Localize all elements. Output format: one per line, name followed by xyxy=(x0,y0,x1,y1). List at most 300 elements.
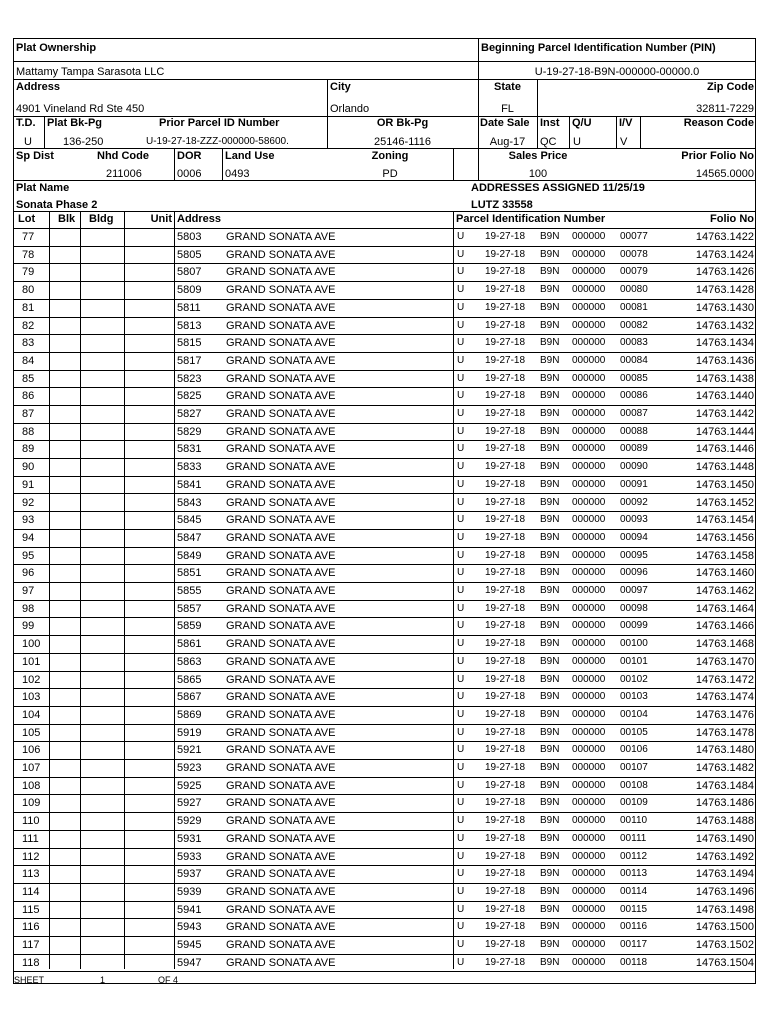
pin-lot: 00115 xyxy=(620,903,648,915)
zip-label: Zip Code xyxy=(706,81,754,93)
street-name: GRAND SONATA AVE xyxy=(226,354,336,367)
pin-lot: 00078 xyxy=(620,248,648,260)
row-divider xyxy=(13,334,756,335)
owner-zip: 32811-7229 xyxy=(696,103,754,115)
prior-folio-value: 14565.0000 xyxy=(695,168,754,180)
address-number: 5857 xyxy=(177,602,202,615)
pin-block: 000000 xyxy=(572,797,606,809)
prior-folio-label: Prior Folio No xyxy=(681,150,754,162)
folio-number: 14763.1430 xyxy=(695,301,754,314)
row-divider xyxy=(13,423,756,424)
pin-section: 19-27-18 xyxy=(485,301,526,313)
pin-lot: 00108 xyxy=(620,779,648,791)
rule-line xyxy=(478,80,479,180)
pin-td: U xyxy=(457,319,465,331)
address-number: 5859 xyxy=(177,620,202,633)
pin-td: U xyxy=(457,638,465,650)
pin-section: 19-27-18 xyxy=(485,762,526,773)
address-number: 5855 xyxy=(177,585,202,597)
lot-cell: 110 xyxy=(22,815,40,828)
lot-cell: 108 xyxy=(22,779,41,792)
address-number: 5931 xyxy=(177,832,202,845)
pin-section: 19-27-18 xyxy=(485,850,526,862)
sheet-number: 1 xyxy=(100,975,106,985)
pin-td: U xyxy=(457,885,465,897)
pin-lot: 00102 xyxy=(620,673,648,685)
lot-cell: 100 xyxy=(22,638,41,651)
pin-lot: 00096 xyxy=(620,567,648,579)
addresses-assigned: ADDRESSES ASSIGNED 11/25/19 xyxy=(471,182,645,194)
pin-lot: 00093 xyxy=(620,514,648,526)
folio-number: 14763.1496 xyxy=(695,885,754,898)
street-name: GRAND SONATA AVE xyxy=(226,779,336,792)
lot-cell: 93 xyxy=(22,514,35,527)
pin-subdivision: B9N xyxy=(540,567,560,579)
lot-cell: 106 xyxy=(22,744,41,757)
plat-ownership-label: Plat Ownership xyxy=(16,42,97,54)
pin-block: 000000 xyxy=(572,461,606,473)
pin-lot: 00097 xyxy=(620,585,648,596)
lot-cell: 109 xyxy=(22,797,41,810)
owner-name: Mattamy Tampa Sarasota LLC xyxy=(16,66,165,78)
rule-line xyxy=(537,80,538,148)
lot-cell: 96 xyxy=(22,567,35,580)
address-number: 5829 xyxy=(177,425,202,438)
row-divider xyxy=(13,635,756,636)
lot-cell: 113 xyxy=(22,868,40,881)
pin-td: U xyxy=(457,585,465,596)
pin-block: 000000 xyxy=(572,885,606,897)
street-name: GRAND SONATA AVE xyxy=(226,425,336,438)
street-name: GRAND SONATA AVE xyxy=(226,868,336,881)
pin-subdivision: B9N xyxy=(540,531,560,543)
folio-number: 14763.1466 xyxy=(695,620,754,633)
pin-td: U xyxy=(457,673,465,685)
pin-block: 000000 xyxy=(572,779,606,791)
pin-lot: 00111 xyxy=(620,832,647,844)
pin-block: 000000 xyxy=(572,620,606,632)
street-name: GRAND SONATA AVE xyxy=(226,903,336,916)
pin-section: 19-27-18 xyxy=(485,638,526,650)
pin-td: U xyxy=(457,620,465,632)
pin-subdivision: B9N xyxy=(540,231,560,242)
pin-subdivision: B9N xyxy=(540,390,560,402)
address-number: 5939 xyxy=(177,885,202,898)
pin-section: 19-27-18 xyxy=(485,514,526,526)
or-bkpg-label: OR Bk-Pg xyxy=(376,117,429,129)
rule-line xyxy=(453,211,454,969)
pin-block: 000000 xyxy=(572,726,606,738)
rule-line xyxy=(13,148,756,149)
pin-td: U xyxy=(457,531,465,543)
pin-block: 000000 xyxy=(572,585,606,596)
or-bkpg-value: 25146-1116 xyxy=(373,136,432,148)
street-name: GRAND SONATA AVE xyxy=(226,744,336,757)
pin-subdivision: B9N xyxy=(540,956,560,968)
pin-td: U xyxy=(457,337,465,349)
folio-number: 14763.1424 xyxy=(695,248,754,261)
pin-td: U xyxy=(457,248,465,260)
street-name: GRAND SONATA AVE xyxy=(226,248,336,261)
street-name: GRAND SONATA AVE xyxy=(226,673,336,686)
address-number: 5933 xyxy=(177,850,202,863)
folio-number: 14763.1458 xyxy=(695,549,754,562)
pin-subdivision: B9N xyxy=(540,620,560,632)
row-divider xyxy=(13,777,756,778)
pin-section: 19-27-18 xyxy=(485,319,526,331)
street-name: GRAND SONATA AVE xyxy=(226,726,336,739)
pin-subdivision: B9N xyxy=(540,319,560,331)
row-divider xyxy=(13,954,756,955)
pin-lot: 00100 xyxy=(620,638,648,650)
rule-line xyxy=(616,116,617,148)
pin-block: 000000 xyxy=(572,939,606,950)
folio-number: 14763.1492 xyxy=(695,850,754,863)
street-name: GRAND SONATA AVE xyxy=(226,602,336,615)
address-number: 5841 xyxy=(177,478,202,491)
sp-dist-label: Sp Dist xyxy=(16,150,54,162)
pin-section: 19-27-18 xyxy=(485,337,526,349)
folio-number: 14763.1502 xyxy=(695,939,754,951)
col-blk: Blk xyxy=(58,213,76,225)
lot-cell: 94 xyxy=(22,531,35,544)
row-divider xyxy=(13,936,756,937)
col-bldg: Bldg xyxy=(89,213,114,225)
folio-number: 14763.1428 xyxy=(695,284,754,297)
row-divider xyxy=(13,317,756,318)
pin-td: U xyxy=(457,691,465,703)
rule-line xyxy=(13,180,756,181)
owner-city: Orlando xyxy=(330,103,370,115)
pin-block: 000000 xyxy=(572,638,606,650)
folio-number: 14763.1480 xyxy=(695,744,754,757)
inst-label: Inst xyxy=(540,117,560,129)
pin-section: 19-27-18 xyxy=(485,390,526,402)
col-parcel-id: Parcel Identification Number xyxy=(456,213,606,225)
city-label: City xyxy=(330,81,351,93)
pin-td: U xyxy=(457,514,465,526)
row-divider xyxy=(13,600,756,601)
reason-code-label: Reason Code xyxy=(683,117,754,129)
pin-td: U xyxy=(457,939,465,950)
address-number: 5869 xyxy=(177,708,202,721)
rule-line xyxy=(49,211,50,969)
lot-cell: 98 xyxy=(22,602,35,615)
address-number: 5861 xyxy=(177,638,202,651)
pin-td: U xyxy=(457,779,465,791)
pin-block: 000000 xyxy=(572,850,606,862)
pin-section: 19-27-18 xyxy=(485,620,526,632)
pin-block: 000000 xyxy=(572,319,606,331)
lot-cell: 117 xyxy=(22,939,40,951)
row-divider xyxy=(13,582,756,583)
pin-lot: 00105 xyxy=(620,726,648,738)
pin-td: U xyxy=(457,443,465,455)
address-number: 5845 xyxy=(177,514,202,527)
pin-subdivision: B9N xyxy=(540,885,560,897)
pin-block: 000000 xyxy=(572,354,606,366)
pin-td: U xyxy=(457,708,465,720)
lot-cell: 99 xyxy=(22,620,35,633)
pin-section: 19-27-18 xyxy=(485,567,526,579)
street-name: GRAND SONATA AVE xyxy=(226,443,336,456)
address-number: 5941 xyxy=(177,903,202,916)
street-name: GRAND SONATA AVE xyxy=(226,284,336,297)
street-name: GRAND SONATA AVE xyxy=(226,850,336,863)
address-number: 5943 xyxy=(177,921,202,934)
street-name: GRAND SONATA AVE xyxy=(226,655,336,668)
pin-lot: 00077 xyxy=(620,231,648,242)
row-divider xyxy=(13,671,756,672)
folio-number: 14763.1444 xyxy=(695,425,754,438)
row-divider xyxy=(13,458,756,459)
folio-number: 14763.1434 xyxy=(695,337,754,350)
folio-number: 14763.1484 xyxy=(695,779,754,792)
pin-block: 000000 xyxy=(572,478,606,490)
pin-subdivision: B9N xyxy=(540,832,560,844)
pin-subdivision: B9N xyxy=(540,549,560,561)
pin-lot: 00084 xyxy=(620,354,648,366)
pin-lot: 00087 xyxy=(620,408,648,419)
pin-td: U xyxy=(457,602,465,614)
pin-td: U xyxy=(457,425,465,437)
pin-subdivision: B9N xyxy=(540,585,560,596)
pin-subdivision: B9N xyxy=(540,478,560,490)
pin-section: 19-27-18 xyxy=(485,372,526,384)
street-name: GRAND SONATA AVE xyxy=(226,708,336,721)
lot-cell: 78 xyxy=(22,248,35,261)
pin-lot: 00101 xyxy=(620,655,648,667)
lot-cell: 85 xyxy=(22,372,35,385)
pin-subdivision: B9N xyxy=(540,248,560,260)
address-number: 5823 xyxy=(177,372,202,385)
plat-bkpg-value: 136-250 xyxy=(63,136,104,148)
td-value: U xyxy=(24,136,32,148)
nhd-code-value: 211006 xyxy=(106,168,142,180)
pin-td: U xyxy=(457,372,465,384)
pin-td: U xyxy=(457,266,465,278)
pin-section: 19-27-18 xyxy=(485,461,526,473)
pin-td: U xyxy=(457,461,465,473)
street-name: GRAND SONATA AVE xyxy=(226,461,336,474)
pin-section: 19-27-18 xyxy=(485,531,526,543)
pin-td: U xyxy=(457,567,465,579)
folio-number: 14763.1478 xyxy=(695,726,754,739)
lot-cell: 101 xyxy=(22,655,41,668)
folio-number: 14763.1454 xyxy=(695,514,754,527)
address-number: 5863 xyxy=(177,655,202,668)
folio-number: 14763.1470 xyxy=(695,655,754,668)
row-divider xyxy=(13,617,756,618)
folio-number: 14763.1456 xyxy=(695,531,754,544)
pin-lot: 00106 xyxy=(620,744,648,756)
pin-lot: 00112 xyxy=(620,850,648,862)
street-name: GRAND SONATA AVE xyxy=(226,372,336,385)
row-divider xyxy=(13,547,756,548)
folio-number: 14763.1490 xyxy=(695,832,754,845)
pin-block: 000000 xyxy=(572,602,606,614)
row-divider xyxy=(13,830,756,831)
sheet-label: SHEET xyxy=(14,975,45,985)
row-divider xyxy=(13,564,756,565)
pin-subdivision: B9N xyxy=(540,354,560,366)
street-name: GRAND SONATA AVE xyxy=(226,832,336,845)
lot-cell: 84 xyxy=(22,354,35,367)
sales-price-label: Sales Price xyxy=(508,150,568,162)
street-name: GRAND SONATA AVE xyxy=(226,531,336,544)
row-divider xyxy=(13,794,756,795)
rule-line xyxy=(640,116,641,148)
pin-block: 000000 xyxy=(572,425,606,437)
row-divider xyxy=(13,476,756,477)
pin-section: 19-27-18 xyxy=(485,443,526,455)
address-number: 5945 xyxy=(177,939,202,951)
folio-number: 14763.1472 xyxy=(695,673,754,686)
pin-lot: 00090 xyxy=(620,461,648,473)
street-name: GRAND SONATA AVE xyxy=(226,390,336,403)
lot-cell: 81 xyxy=(22,301,35,314)
pin-lot: 00082 xyxy=(620,319,648,331)
row-divider xyxy=(13,352,756,353)
street-name: GRAND SONATA AVE xyxy=(226,266,336,279)
street-name: GRAND SONATA AVE xyxy=(226,797,336,810)
lot-cell: 97 xyxy=(22,585,35,597)
pin-td: U xyxy=(457,815,465,827)
pin-block: 000000 xyxy=(572,248,606,260)
lot-cell: 102 xyxy=(22,673,41,686)
pin-section: 19-27-18 xyxy=(485,549,526,561)
pin-block: 000000 xyxy=(572,231,606,242)
pin-subdivision: B9N xyxy=(540,779,560,791)
td-label: T.D. xyxy=(16,117,36,129)
pin-td: U xyxy=(457,868,465,880)
lot-cell: 116 xyxy=(22,921,40,934)
pin-block: 000000 xyxy=(572,549,606,561)
pin-subdivision: B9N xyxy=(540,638,560,650)
prior-parcel-value: U-19-27-18-ZZZ-000000-58600. xyxy=(146,136,289,147)
pin-td: U xyxy=(457,408,465,419)
lot-cell: 87 xyxy=(22,408,35,420)
pin-lot: 00083 xyxy=(620,337,648,349)
pin-lot: 00099 xyxy=(620,620,648,632)
row-divider xyxy=(13,865,756,866)
pin-section: 19-27-18 xyxy=(485,231,526,242)
address-number: 5825 xyxy=(177,390,202,403)
address-number: 5921 xyxy=(177,744,202,757)
address-number: 5803 xyxy=(177,231,202,243)
pin-td: U xyxy=(457,354,465,366)
row-divider xyxy=(13,387,756,388)
pin-lot: 00116 xyxy=(620,921,648,933)
row-divider xyxy=(13,741,756,742)
zoning-value: PD xyxy=(382,168,398,180)
folio-number: 14763.1442 xyxy=(695,408,754,420)
pin-subdivision: B9N xyxy=(540,602,560,614)
address-number: 5925 xyxy=(177,779,202,792)
lot-cell: 80 xyxy=(22,284,35,297)
pin-block: 000000 xyxy=(572,266,606,278)
address-number: 5811 xyxy=(177,301,201,314)
pin-section: 19-27-18 xyxy=(485,496,526,508)
pin-subdivision: B9N xyxy=(540,868,560,880)
pin-section: 19-27-18 xyxy=(485,691,526,703)
pin-block: 000000 xyxy=(572,301,606,313)
pin-lot: 00104 xyxy=(620,708,648,720)
beginning-pin-label: Beginning Parcel Identification Number (PIN) xyxy=(481,42,716,54)
rule-line xyxy=(13,79,756,80)
pin-block: 000000 xyxy=(572,903,606,915)
address-number: 5827 xyxy=(177,408,202,420)
folio-number: 14763.1498 xyxy=(695,903,754,916)
pin-lot: 00079 xyxy=(620,266,648,278)
pin-subdivision: B9N xyxy=(540,815,560,827)
pin-section: 19-27-18 xyxy=(485,921,526,933)
address-number: 5831 xyxy=(177,443,202,456)
pin-block: 000000 xyxy=(572,284,606,296)
folio-number: 14763.1436 xyxy=(695,354,754,367)
row-divider xyxy=(13,370,756,371)
pin-section: 19-27-18 xyxy=(485,602,526,614)
zoning-label: Zoning xyxy=(371,150,409,162)
row-divider xyxy=(13,688,756,689)
row-divider xyxy=(13,299,756,300)
row-divider xyxy=(13,511,756,512)
pin-section: 19-27-18 xyxy=(485,585,526,596)
iv-value: V xyxy=(620,136,628,148)
col-address: Address xyxy=(177,213,222,225)
folio-number: 14763.1482 xyxy=(695,762,754,774)
address-number: 5937 xyxy=(177,868,202,881)
land-use-label: Land Use xyxy=(225,150,275,162)
address-number: 5923 xyxy=(177,762,202,774)
lot-cell: 92 xyxy=(22,496,35,509)
rule-line xyxy=(13,61,756,62)
pin-section: 19-27-18 xyxy=(485,797,526,809)
pin-subdivision: B9N xyxy=(540,903,560,915)
pin-subdivision: B9N xyxy=(540,408,560,419)
lot-cell: 77 xyxy=(22,231,35,243)
pin-block: 000000 xyxy=(572,514,606,526)
nhd-code-label: Nhd Code xyxy=(97,150,149,162)
iv-label: I/V xyxy=(619,117,633,129)
pin-td: U xyxy=(457,762,465,773)
street-name: GRAND SONATA AVE xyxy=(226,478,336,491)
pin-lot: 00089 xyxy=(620,443,648,455)
row-divider xyxy=(13,901,756,902)
pin-subdivision: B9N xyxy=(540,726,560,738)
address-number: 5865 xyxy=(177,673,202,686)
pin-subdivision: B9N xyxy=(540,461,560,473)
pin-subdivision: B9N xyxy=(540,673,560,685)
lot-cell: 112 xyxy=(22,850,40,863)
street-name: GRAND SONATA AVE xyxy=(226,408,336,420)
city-zip: LUTZ 33558 xyxy=(471,199,533,211)
pin-section: 19-27-18 xyxy=(485,266,526,278)
address-number: 5815 xyxy=(177,337,202,350)
folio-number: 14763.1486 xyxy=(695,797,754,810)
row-divider xyxy=(13,759,756,760)
plat-name-label: Plat Name xyxy=(16,182,70,194)
lot-cell: 103 xyxy=(22,691,41,704)
address-number: 5813 xyxy=(177,319,202,332)
street-name: GRAND SONATA AVE xyxy=(226,921,336,934)
land-use-value: 0493 xyxy=(225,168,250,180)
pin-block: 000000 xyxy=(572,921,606,933)
pin-section: 19-27-18 xyxy=(485,655,526,667)
pin-section: 19-27-18 xyxy=(485,939,526,950)
lot-cell: 105 xyxy=(22,726,41,739)
pin-lot: 00103 xyxy=(620,691,648,703)
